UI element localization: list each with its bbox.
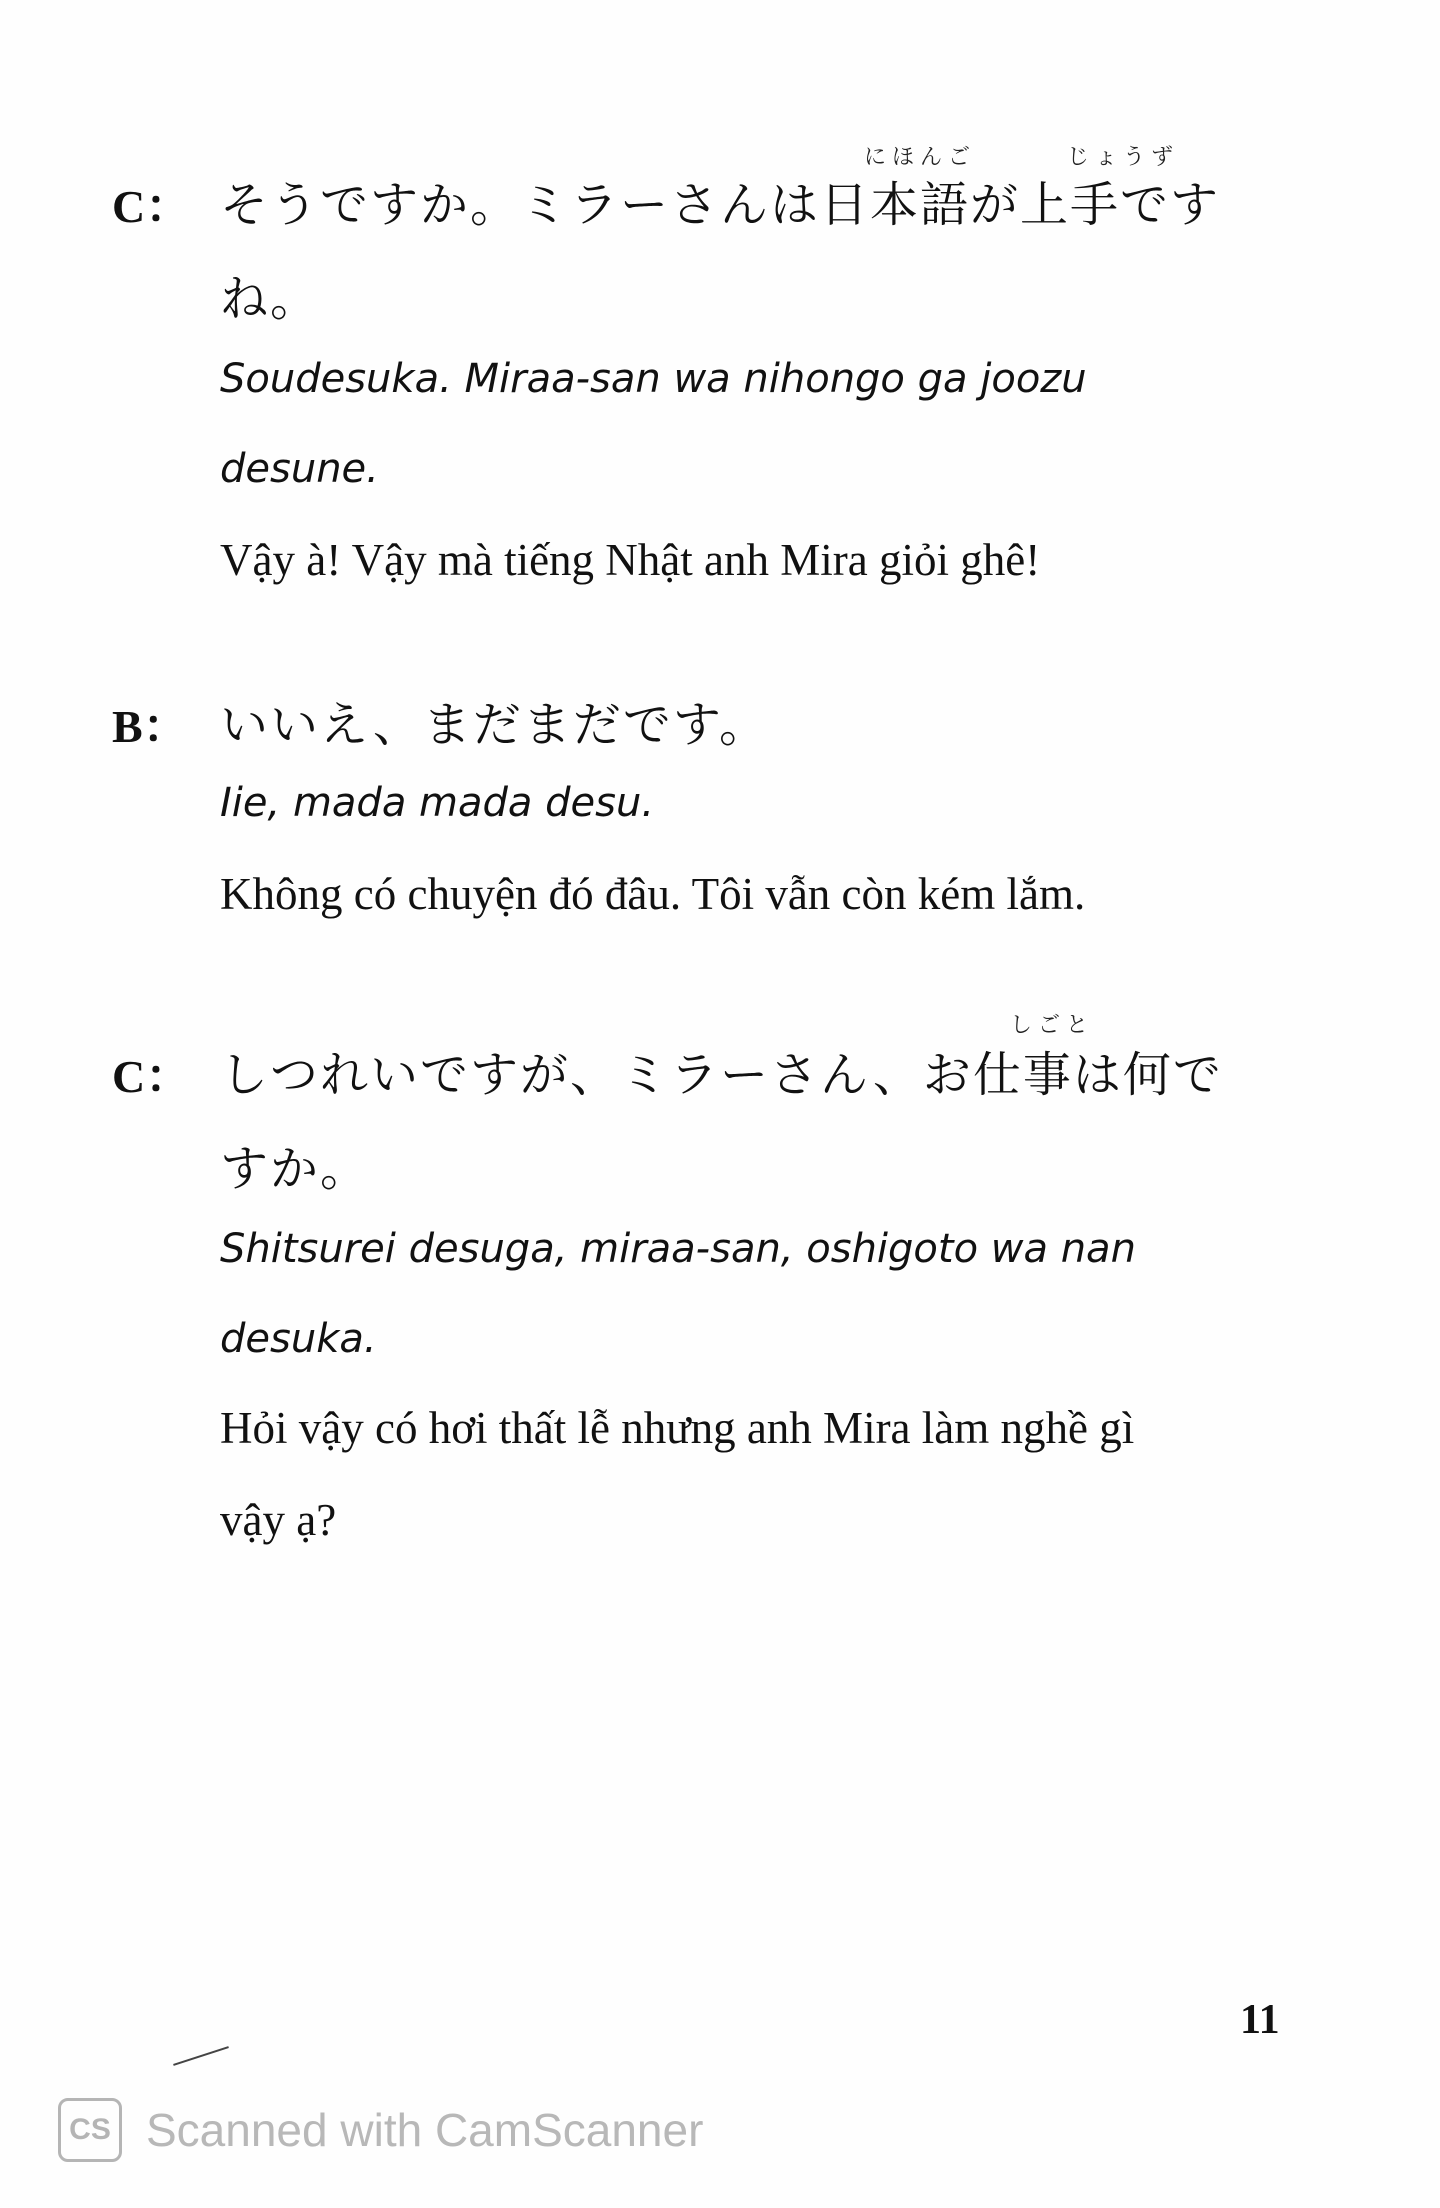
romaji-line: Iie, mada mada desu. [220,780,655,826]
camscanner-watermark [58,2090,703,2170]
romaji-line: Soudesuka. Miraa-san wa nihongo ga joozu [220,356,1087,402]
japanese-line: しつれいですが、ミラーさん、お仕事は何で [220,1047,1223,1103]
speaker-label: C： [112,1051,192,1102]
camscanner-logo-icon: CS [58,2098,122,2162]
speaker-label: B： [112,701,189,752]
japanese-line: そうですか。ミラーさんは日本語が上手です [220,177,1221,233]
watermark-text: Scanned with CamScanner [146,2104,704,2156]
speaker-label: C： [112,181,192,232]
japanese-line: すか。 [220,1141,371,1197]
romaji-line: desuka. [220,1316,377,1362]
page-number: 11 [1240,1997,1280,2043]
vietnamese-line: vậy ạ? [220,1495,337,1545]
romaji-line: Shitsurei desuga, miraa-san, oshigoto wa nan [220,1226,1136,1272]
romaji-line: desune. [220,446,379,492]
japanese-line: ね。 [220,271,321,327]
vietnamese-line: Hỏi vậy có hơi thất lễ nhưng anh Mira làm nghề gì [220,1403,1135,1453]
vietnamese-line: Không có chuyện đó đâu. Tôi vẫn còn kém lắm. [220,869,1086,919]
furigana-shigoto: しごと [1010,1013,1095,1038]
vietnamese-line: Vậy à! Vậy mà tiếng Nhật anh Mira giỏi ghê! [220,535,1041,585]
furigana-nihongo: にほんご [864,145,977,170]
pen-mark [173,2046,229,2066]
furigana-jouzu: じょうず [1067,145,1180,170]
japanese-line: いいえ、まだまだです。 [220,697,770,753]
